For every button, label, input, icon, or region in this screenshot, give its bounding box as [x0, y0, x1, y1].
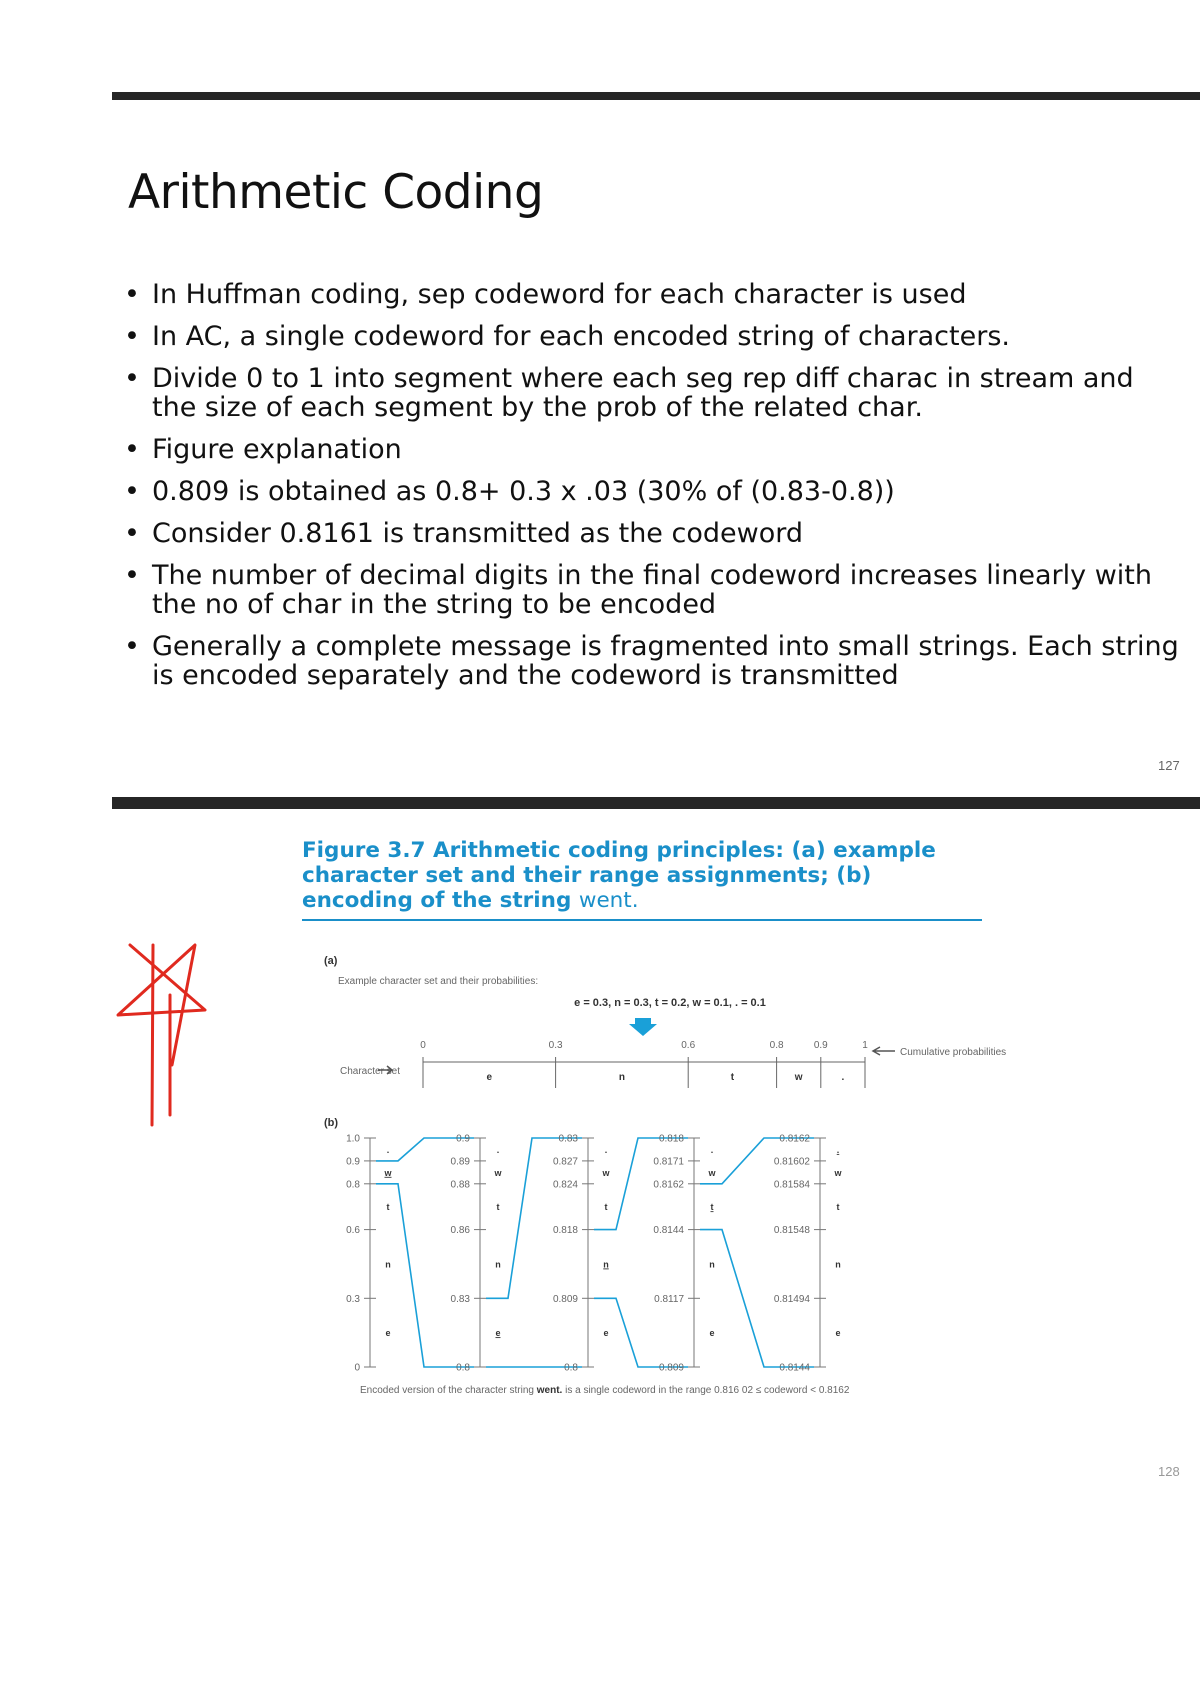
cumulative-tick-label: 0.6 [681, 1040, 696, 1051]
interval-char-label: t [710, 1202, 714, 1213]
interval-char-label: w [384, 1167, 392, 1178]
arrow-left-icon [873, 1047, 895, 1055]
interval-tick-label: 0.8162 [653, 1179, 684, 1191]
interval-tick-label: 0.88 [450, 1179, 470, 1191]
interval-char-label: n [385, 1259, 391, 1270]
interval-char-label: . [496, 1144, 500, 1155]
interval-tick-label: 0 [354, 1362, 360, 1374]
interval-tick-label: 0.818 [658, 1133, 684, 1145]
bullet-item: • Divide 0 to 1 into segment where each seg rep diff charac in stream and the size of each segment by the prob of the related char. [120, 364, 1180, 422]
cumulative-tick-label: 1 [862, 1040, 868, 1051]
bullet-item: • In Huffman coding, sep codeword for each character is used [120, 280, 1180, 309]
interval-char-label: n [709, 1259, 715, 1270]
cumulative-tick-label: 0.8 [769, 1040, 784, 1051]
caption-word: went. [578, 888, 639, 913]
interval-char-label: n [495, 1259, 501, 1270]
interval-tick-label: 0.81548 [773, 1225, 810, 1237]
part-b-label: (b) [324, 1117, 339, 1129]
interval-tick-label: 0.809 [552, 1293, 578, 1305]
interval-char-label: e [835, 1328, 841, 1339]
interval-char-label: t [386, 1202, 390, 1213]
bullet-item: • Generally a complete message is fragmented into small strings. Each string is encoded separately and the codeword is transmitted [120, 632, 1180, 690]
encoding-columns [346, 1134, 842, 1374]
slide-top-rule [112, 92, 1200, 100]
bullet-item: • Consider 0.8161 is transmitted as the codeword [120, 519, 1180, 548]
interval-char-label: e [495, 1328, 501, 1339]
page-number-2: 128 [1158, 1464, 1180, 1479]
interval-tick-label: 0.83 [450, 1293, 470, 1305]
interval-tick-label: 0.8162 [779, 1133, 810, 1145]
interval-tick-label: 0.81494 [773, 1293, 810, 1305]
bullet-item: • The number of decimal digits in the final codeword increases linearly with the no of char in the string to be encoded [120, 561, 1180, 619]
interval-tick-label: 0.8144 [779, 1362, 810, 1374]
interval-tick-label: 0.9 [346, 1156, 360, 1168]
bullet-item: • In AC, a single codeword for each encoded string of characters. [120, 322, 1180, 351]
interval-tick-label: 0.8171 [653, 1156, 684, 1168]
interval-tick-label: 0.824 [552, 1179, 578, 1191]
part-a-heading: Example character set and their probabilities: [338, 976, 539, 987]
figure-caption [302, 838, 982, 921]
arithmetic-coding-figure [320, 950, 1007, 1430]
interval-char-label: . [604, 1144, 608, 1155]
segment-char-label: e [486, 1072, 493, 1083]
interval-tick-label: 0.8144 [653, 1225, 684, 1237]
part-a-label: (a) [324, 955, 338, 967]
cumulative-axis [420, 1040, 868, 1088]
character-set-label: Character set [340, 1066, 401, 1077]
interval-char-label: e [385, 1328, 391, 1339]
down-arrow-icon [629, 1018, 657, 1036]
interval-char-label: . [386, 1144, 390, 1155]
interval-tick-label: 0.818 [552, 1225, 578, 1237]
interval-tick-label: 0.8 [346, 1179, 360, 1191]
interval-tick-label: 0.8117 [654, 1293, 684, 1305]
star-annotation-icon [110, 935, 225, 1135]
interval-tick-label: 0.81602 [773, 1156, 810, 1168]
bullet-item: • Figure explanation [120, 435, 1180, 464]
segment-char-label: . [841, 1072, 845, 1083]
bullet-list [120, 280, 1180, 703]
interval-tick-label: 0.9 [456, 1133, 470, 1145]
page-number: 127 [1158, 758, 1180, 773]
interval-char-label: t [836, 1202, 840, 1213]
caption-text: Figure 3.7 Arithmetic coding principles: (a) example character set and their range assignments; (b) encoding of the string [302, 838, 936, 913]
segment-char-label: n [618, 1072, 625, 1083]
interval-char-label: e [603, 1328, 609, 1339]
interval-char-label: . [710, 1144, 714, 1155]
interval-char-label: w [834, 1167, 842, 1178]
interval-char-label: t [496, 1202, 500, 1213]
interval-char-label: w [708, 1167, 716, 1178]
interval-tick-label: 1.0 [346, 1133, 360, 1145]
interval-char-label: w [602, 1167, 610, 1178]
bullet-item: • 0.809 is obtained as 0.8+ 0.3 x .03 (30% of (0.83-0.8)) [120, 477, 1180, 506]
interval-char-label: . [836, 1144, 840, 1155]
interval-char-label: n [603, 1259, 609, 1270]
interval-tick-label: 0.81584 [773, 1179, 810, 1191]
segment-char-label: w [794, 1072, 803, 1083]
interval-char-label: t [604, 1202, 608, 1213]
slide-divider-rule [112, 797, 1200, 809]
interval-char-label: n [835, 1259, 841, 1270]
segment-char-label: t [730, 1072, 735, 1083]
figure-footnote: Encoded version of the character string went. is a single codeword in the range 0.816 02 ≤ codeword < 0.8162 [360, 1385, 850, 1396]
interval-tick-label: 0.8 [564, 1362, 578, 1374]
interval-tick-label: 0.6 [346, 1225, 360, 1237]
interval-tick-label: 0.83 [558, 1133, 578, 1145]
interval-char-label: w [494, 1167, 502, 1178]
cumulative-tick-label: 0 [420, 1040, 426, 1051]
interval-tick-label: 0.86 [450, 1225, 470, 1237]
interval-tick-label: 0.3 [346, 1293, 360, 1305]
cumulative-tick-label: 0.9 [813, 1040, 828, 1051]
cumulative-label: Cumulative probabilities [900, 1047, 1007, 1058]
probabilities-line: e = 0.3, n = 0.3, t = 0.2, w = 0.1, . = 0.1 [574, 997, 766, 1009]
interval-tick-label: 0.809 [658, 1362, 684, 1374]
interval-tick-label: 0.827 [552, 1156, 578, 1168]
interval-tick-label: 0.89 [450, 1156, 470, 1168]
cumulative-tick-label: 0.3 [548, 1040, 563, 1051]
interval-char-label: e [709, 1328, 715, 1339]
slide-title: Arithmetic Coding [128, 165, 544, 220]
interval-tick-label: 0.8 [456, 1362, 470, 1374]
zoom-line-lower [376, 1184, 474, 1367]
